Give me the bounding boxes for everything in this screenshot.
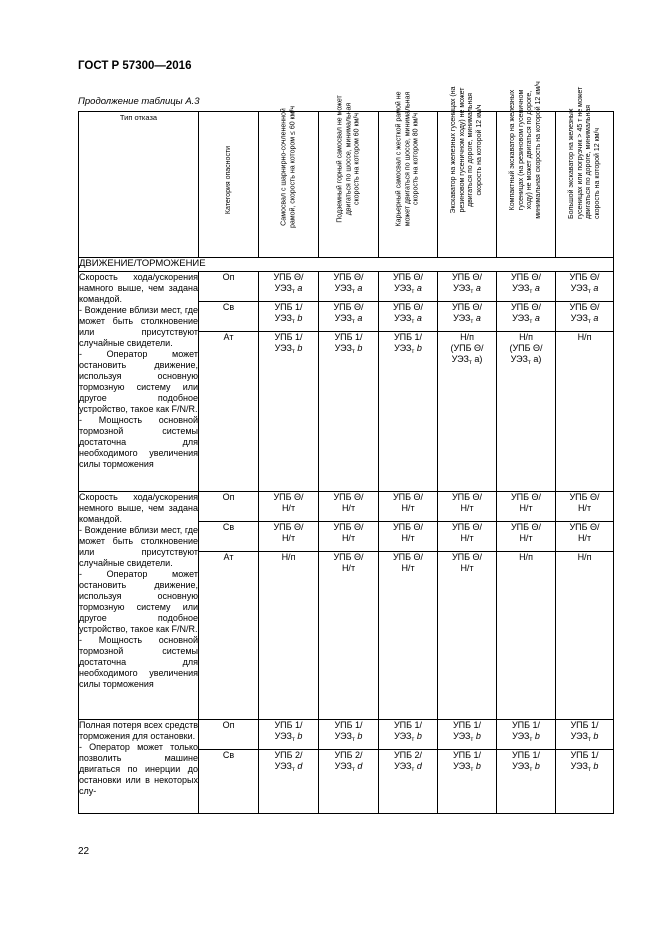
description-line: - Вождение вблизи мест, где может быть столкновение или присутствуют случайные свидетели. [79, 305, 198, 348]
value-cell: Н/п (УПБ Θ/ $УЭЗ_т$ a) [497, 332, 556, 492]
description-line: - Мощность основной тормозной системы достаточна для необходимого увеличения силы торможения [79, 415, 198, 469]
value-cell: УПБ 1/ $УЭЗ_т$ b [319, 720, 379, 750]
header-machine-col-6: Большой экскаватор на железных гусеницах или погрузчик > 45 т не может двигаться по дороге, минимальная скорость на которой 12 км/ч [556, 112, 614, 258]
header-machine-col-4: Экскаватор на железных гусеницах (на резиновом гусеничном ходу) не может двигаться по дороге, минимальная скорость на которой 12 км/ч [438, 112, 497, 258]
value-cell: УПБ Θ/ $УЭЗ_т$ a [438, 302, 497, 332]
description-line: - Мощность основной тормозной системы достаточна для необходимого увеличения силы торможения [79, 635, 198, 689]
description-line: Скорость хода/ускорения немного выше, чем задана командой. [79, 492, 198, 524]
table-row [79, 272, 614, 302]
value-cell: УПБ Θ/ Н/т [556, 492, 614, 522]
description-line: - Оператор может остановить движение, используя основную тормозную систему или другое подобное устройство, такое как F/N/R. [79, 349, 198, 414]
value-cell: Н/п [497, 552, 556, 720]
value-cell: УПБ Θ/ Н/т [319, 552, 379, 720]
hazard-category-cell: Оп [199, 720, 259, 750]
value-cell: УПБ Θ/ Н/т [379, 552, 438, 720]
value-cell: УПБ Θ/ Н/т [259, 492, 319, 522]
section-row [79, 258, 614, 272]
value-cell: УПБ Θ/ $УЭЗ_т$ a [497, 272, 556, 302]
value-cell: УПБ Θ/ Н/т [259, 522, 319, 552]
value-cell: УПБ 2/ $УЭЗ_т$ d [319, 750, 379, 814]
value-cell: УПБ Θ/ Н/т [438, 552, 497, 720]
value-cell: УПБ Θ/ $УЭЗ_т$ a [438, 272, 497, 302]
value-cell: УПБ Θ/ Н/т [379, 522, 438, 552]
value-cell: УПБ Θ/ Н/т [556, 522, 614, 552]
failure-description [79, 492, 199, 720]
value-cell: УПБ Θ/ Н/т [497, 492, 556, 522]
value-cell: Н/п [259, 552, 319, 720]
value-cell: Н/п [556, 332, 614, 492]
hazard-category-cell: Св [199, 302, 259, 332]
hazard-category-cell: Оп [199, 492, 259, 522]
value-cell: Н/п [556, 552, 614, 720]
value-cell: УПБ Θ/ $УЭЗ_т$ a [497, 302, 556, 332]
hazard-category-cell: Оп [199, 272, 259, 302]
value-cell: УПБ 1/ $УЭЗ_т$ b [379, 332, 438, 492]
hazard-category-cell: Св [199, 522, 259, 552]
description-line: Полная потеря всех средств торможения для остановки. [79, 720, 198, 741]
value-cell: УПБ 1/ $УЭЗ_т$ b [259, 302, 319, 332]
header-machine-col-1: Самосвал с шарнирно-сочлененной рамой, скорость на котором ≤ 60 км/ч [259, 112, 319, 258]
value-cell: УПБ Θ/ $УЭЗ_т$ a [319, 272, 379, 302]
value-cell: УПБ Θ/ $УЭЗ_т$ a [556, 272, 614, 302]
value-cell: УПБ 2/ $УЭЗ_т$ d [379, 750, 438, 814]
value-cell: УПБ 1/ $УЭЗ_т$ b [438, 750, 497, 814]
table-row [79, 720, 614, 750]
document-standard-title: ГОСТ Р 57300—2016 [78, 60, 192, 72]
value-cell: УПБ Θ/ Н/т [319, 522, 379, 552]
header-machine-col-2: Подземный горный самосвал не может двигаться по шоссе, минимальная скорость на котором 60 км/ч [319, 112, 379, 258]
value-cell: УПБ Θ/ Н/т [319, 492, 379, 522]
header-hazard-category: Категория опасности [199, 112, 259, 258]
value-cell: УПБ 1/ $УЭЗ_т$ b [259, 720, 319, 750]
value-cell: УПБ 1/ $УЭЗ_т$ b [259, 332, 319, 492]
description-line: Скорость хода/ускорения намного выше, чем задана командой. [79, 272, 198, 304]
value-cell: УПБ Θ/ $УЭЗ_т$ a [379, 272, 438, 302]
table-row [79, 492, 614, 522]
value-cell: УПБ 1/ $УЭЗ_т$ b [556, 720, 614, 750]
hazard-category-cell: Св [199, 750, 259, 814]
value-cell: УПБ 1/ $УЭЗ_т$ b [497, 750, 556, 814]
value-cell: УПБ 1/ $УЭЗ_т$ b [379, 720, 438, 750]
value-cell: УПБ 1/ $УЭЗ_т$ b [319, 332, 379, 492]
value-cell: УПБ Θ/ Н/т [379, 492, 438, 522]
value-cell: УПБ 1/ $УЭЗ_т$ b [497, 720, 556, 750]
value-cell: УПБ Θ/ $УЭЗ_т$ a [259, 272, 319, 302]
value-cell: УПБ Θ/ Н/т [497, 522, 556, 552]
header-failure-type: Тип отказа [79, 112, 199, 258]
value-cell: УПБ Θ/ Н/т [438, 522, 497, 552]
header-machine-col-5: Компактный экскаватор на железных гусеницах (на резиновом гусеничном ходу) не может двигаться по дороге, минимальная скорость на которой 12 км/ч [497, 112, 556, 258]
description-line: - Оператор может только позволить машине двигаться по инерции до остановки или в некоторых слу- [79, 742, 198, 796]
value-cell: УПБ Θ/ $УЭЗ_т$ a [379, 302, 438, 332]
value-cell: УПБ Θ/ $УЭЗ_т$ a [556, 302, 614, 332]
value-cell: Н/п (УПБ Θ/ $УЭЗ_т$ a) [438, 332, 497, 492]
description-line: - Оператор может остановить движение, используя основную тормозную систему или другое подобное устройство, такое как F/N/R. [79, 569, 198, 634]
value-cell: УПБ Θ/ Н/т [438, 492, 497, 522]
value-cell: УПБ 1/ $УЭЗ_т$ b [438, 720, 497, 750]
header-machine-col-3: Карьерный самосвал с жесткой рамой не может двигаться по шоссе, минимальная скорость на котором 80 км/ч [379, 112, 438, 258]
header-row [79, 112, 614, 258]
page-number: 22 [78, 846, 90, 857]
hazard-category-cell: Ат [199, 552, 259, 720]
failure-description [79, 720, 199, 814]
table-caption: Продолжение таблицы А.3 [78, 96, 200, 107]
value-cell: УПБ 1/ $УЭЗ_т$ b [556, 750, 614, 814]
section-title: ДВИЖЕНИЕ/ТОРМОЖЕНИЕ [79, 258, 614, 272]
value-cell: УПБ Θ/ $УЭЗ_т$ a [319, 302, 379, 332]
hazard-category-cell: Ат [199, 332, 259, 492]
description-line: - Вождение вблизи мест, где может быть столкновение или присутствуют случайные свидетели. [79, 525, 198, 568]
failure-description [79, 272, 199, 492]
value-cell: УПБ 2/ $УЭЗ_т$ d [259, 750, 319, 814]
